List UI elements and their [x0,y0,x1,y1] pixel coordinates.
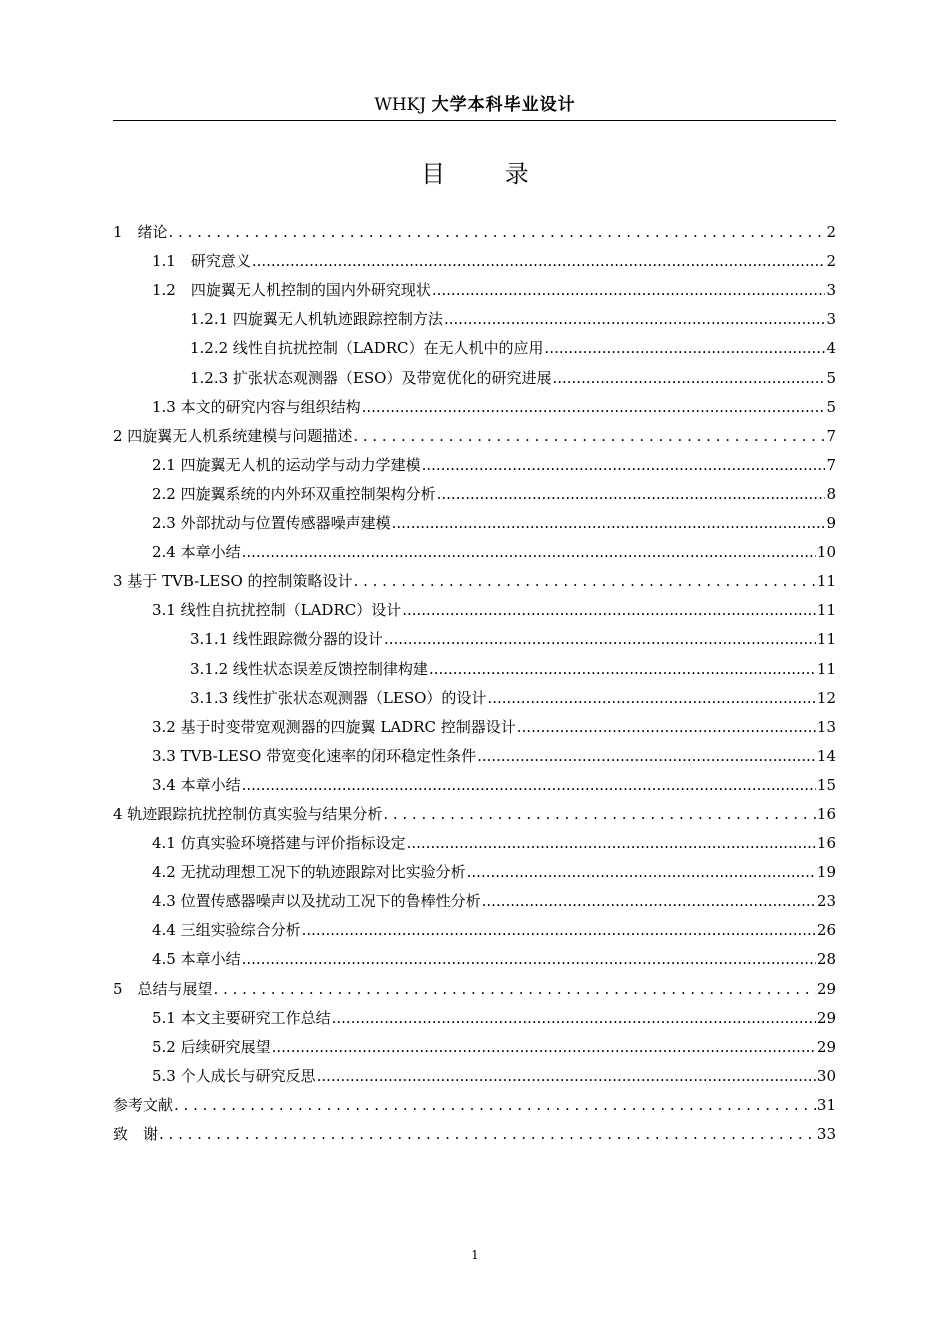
dot-leader [482,891,816,911]
toc-entry-page: 11 [816,659,836,678]
toc-entry-page: 3 [826,310,836,329]
toc-entry-label: 4.3 位置传感器噪声以及扰动工况下的鲁棒性分析 [152,892,481,911]
dot-leader [214,979,816,999]
toc-entry[interactable] [113,795,836,824]
dot-leader [429,659,816,679]
dot-leader [332,1008,816,1028]
toc-entry-label: 2.1 四旋翼无人机的运动学与动力学建模 [152,455,421,474]
toc-entry-page: 8 [826,484,836,503]
toc-entry-page: 2 [826,223,836,242]
dot-leader [467,862,816,882]
dot-leader [487,688,815,708]
header-prefix: WHKJ [374,95,427,115]
toc-entry-page: 29 [816,1008,836,1027]
toc-title: 目 录 [421,160,555,188]
toc-entry[interactable] [113,1115,836,1144]
toc-entry[interactable] [113,708,836,737]
toc-entry[interactable] [113,766,836,795]
toc-entry-page: 3 [826,281,836,300]
dot-leader [444,309,826,329]
dot-leader [402,600,816,620]
toc-entry-label: 参考文献 [113,1095,174,1114]
toc-entry-label: 1.2.1 四旋翼无人机轨迹跟踪控制方法 [190,310,443,329]
toc-entry-page: 5 [826,397,836,416]
page-number: 1 [471,1248,479,1262]
toc-entry-page: 29 [816,1037,836,1056]
toc-entry-label: 5.1 本文主要研究工作总结 [152,1008,331,1027]
dot-leader [432,280,826,300]
toc-entry-page: 13 [816,717,836,736]
toc-entry[interactable] [113,591,836,620]
toc-entry-page: 16 [816,834,836,853]
toc-entry[interactable] [113,446,836,475]
toc-entry-label: 1.2.2 线性自抗扰控制（LADRC）在无人机中的应用 [190,339,544,358]
toc-entry[interactable] [113,329,836,358]
toc-entry-label: 3.3 TVB-LESO 带宽变化速率的闭环稳定性条件 [152,746,477,765]
toc-entry-label: 1.2.3 扩张状态观测器（ESO）及带宽优化的研究进展 [190,368,552,387]
dot-leader [317,1066,816,1086]
toc-entry[interactable] [113,999,836,1028]
dot-leader [169,222,826,242]
toc-entry[interactable] [113,271,836,300]
toc-entry[interactable] [113,1057,836,1086]
toc-entry-page: 11 [816,572,836,591]
toc-entry-label: 致 谢 [113,1125,159,1143]
toc-entry[interactable] [113,969,836,998]
toc-entry-page: 2 [826,252,836,271]
dot-leader [174,1095,816,1115]
dot-leader [437,484,826,504]
toc-entry-page: 29 [816,979,836,998]
toc-entry-label: 4.2 无扰动理想工况下的轨迹跟踪对比实验分析 [152,863,466,882]
toc-entry[interactable] [113,562,836,591]
dot-leader [242,949,816,969]
toc-entry-label: 2.3 外部扰动与位置传感器噪声建模 [152,514,391,533]
toc-entry-label: 2.4 本章小结 [152,543,241,562]
toc-entry-page: 4 [826,339,836,358]
running-header [0,93,950,117]
toc-entry-page: 30 [816,1066,836,1085]
toc-entry-label: 5.2 后续研究展望 [152,1037,271,1056]
toc-entry-page: 19 [816,863,836,882]
toc-entry[interactable] [113,533,836,562]
toc-entry-label: 5.3 个人成长与研究反思 [152,1066,316,1085]
toc-entry[interactable] [113,853,836,882]
toc-entry-label: 1.2 四旋翼无人机控制的国内外研究现状 [152,281,431,300]
toc-entry-label: 3.1.2 线性状态误差反馈控制律构建 [190,659,428,678]
toc-entry[interactable] [113,649,836,678]
dot-leader [392,513,826,533]
toc-entry-label: 3.1 线性自抗扰控制（LADRC）设计 [152,601,402,620]
dot-leader [242,775,816,795]
toc-entry[interactable] [113,911,836,940]
toc-entry-label: 3 基于 TVB-LESO 的控制策略设计 [113,572,353,591]
dot-leader [302,920,816,940]
dot-leader [517,717,816,737]
toc-entry[interactable] [113,1028,836,1057]
toc-entry-label: 3.1.1 线性跟踪微分器的设计 [190,630,383,649]
dot-leader [545,338,826,358]
toc-entry[interactable] [113,504,836,533]
dot-leader [252,251,826,271]
toc-entry-page: 15 [816,775,836,794]
toc-entry-label: 2 四旋翼无人机系统建模与问题描述 [113,426,353,445]
toc-entry-label: 4.1 仿真实验环境搭建与评价指标设定 [152,834,406,853]
dot-leader [384,629,816,649]
dot-leader [422,455,826,475]
dot-leader [353,426,825,446]
toc-entry-label: 4.4 三组实验综合分析 [152,921,301,940]
dot-leader [159,1124,816,1144]
toc-entry-page: 26 [816,921,836,940]
toc-entry[interactable] [113,824,836,853]
toc-entry-label: 1.3 本文的研究内容与组织结构 [152,397,361,416]
dot-leader [407,833,816,853]
toc-entry-page: 11 [816,601,836,620]
toc-entry-page: 31 [816,1095,836,1114]
toc-entry[interactable] [113,213,836,242]
toc-entry[interactable] [113,882,836,911]
toc-entry-label: 2.2 四旋翼系统的内外环双重控制架构分析 [152,484,436,503]
toc-entry[interactable] [113,300,836,329]
toc-entry[interactable] [113,1086,836,1115]
toc-entry-page: 12 [816,688,836,707]
dot-leader [477,746,816,766]
dot-leader [552,368,825,388]
dot-leader [362,397,826,417]
toc-entry-page: 14 [816,746,836,765]
toc-entry[interactable] [113,737,836,766]
toc-entry-page: 7 [826,426,836,445]
toc-entry[interactable] [113,475,836,504]
toc-entry-page: 33 [816,1125,836,1143]
toc-entry[interactable] [113,620,836,649]
toc-entry-label: 4 轨迹跟踪抗扰控制仿真实验与结果分析 [113,804,383,823]
toc-entry-page: 7 [826,455,836,474]
toc-entry-label: 1.1 研究意义 [152,252,251,271]
toc-entry[interactable] [113,417,836,446]
toc-entry[interactable] [113,940,836,969]
dot-leader [354,571,816,591]
toc-entry-page: 23 [816,892,836,911]
header-university: 大学本科毕业设计 [431,95,576,115]
toc-entry-label: 5 总结与展望 [113,979,213,998]
toc-entry[interactable] [113,679,836,708]
toc-entry-label: 1 绪论 [113,223,168,242]
toc-entry-label: 3.2 基于时变带宽观测器的四旋翼 LADRC 控制器设计 [152,717,516,736]
toc-entry[interactable] [113,388,836,417]
dot-leader [272,1037,816,1057]
toc-entry-page: 11 [816,630,836,649]
toc-entry-page: 16 [816,804,836,823]
toc-entry[interactable] [113,242,836,271]
toc-entry-page: 10 [816,543,836,562]
header-rule [113,120,836,121]
toc-entry-page: 9 [826,514,836,533]
toc-entry[interactable] [113,358,836,387]
dot-leader [242,542,816,562]
toc-entry-page: 28 [816,950,836,969]
toc-entry-label: 3.1.3 线性扩张状态观测器（LESO）的设计 [190,688,487,707]
toc-entry-page: 5 [826,368,836,387]
dot-leader [383,804,816,824]
toc-entry-label: 4.5 本章小结 [152,950,241,969]
toc-entry-label: 3.4 本章小结 [152,775,241,794]
table-of-contents [113,213,836,1144]
